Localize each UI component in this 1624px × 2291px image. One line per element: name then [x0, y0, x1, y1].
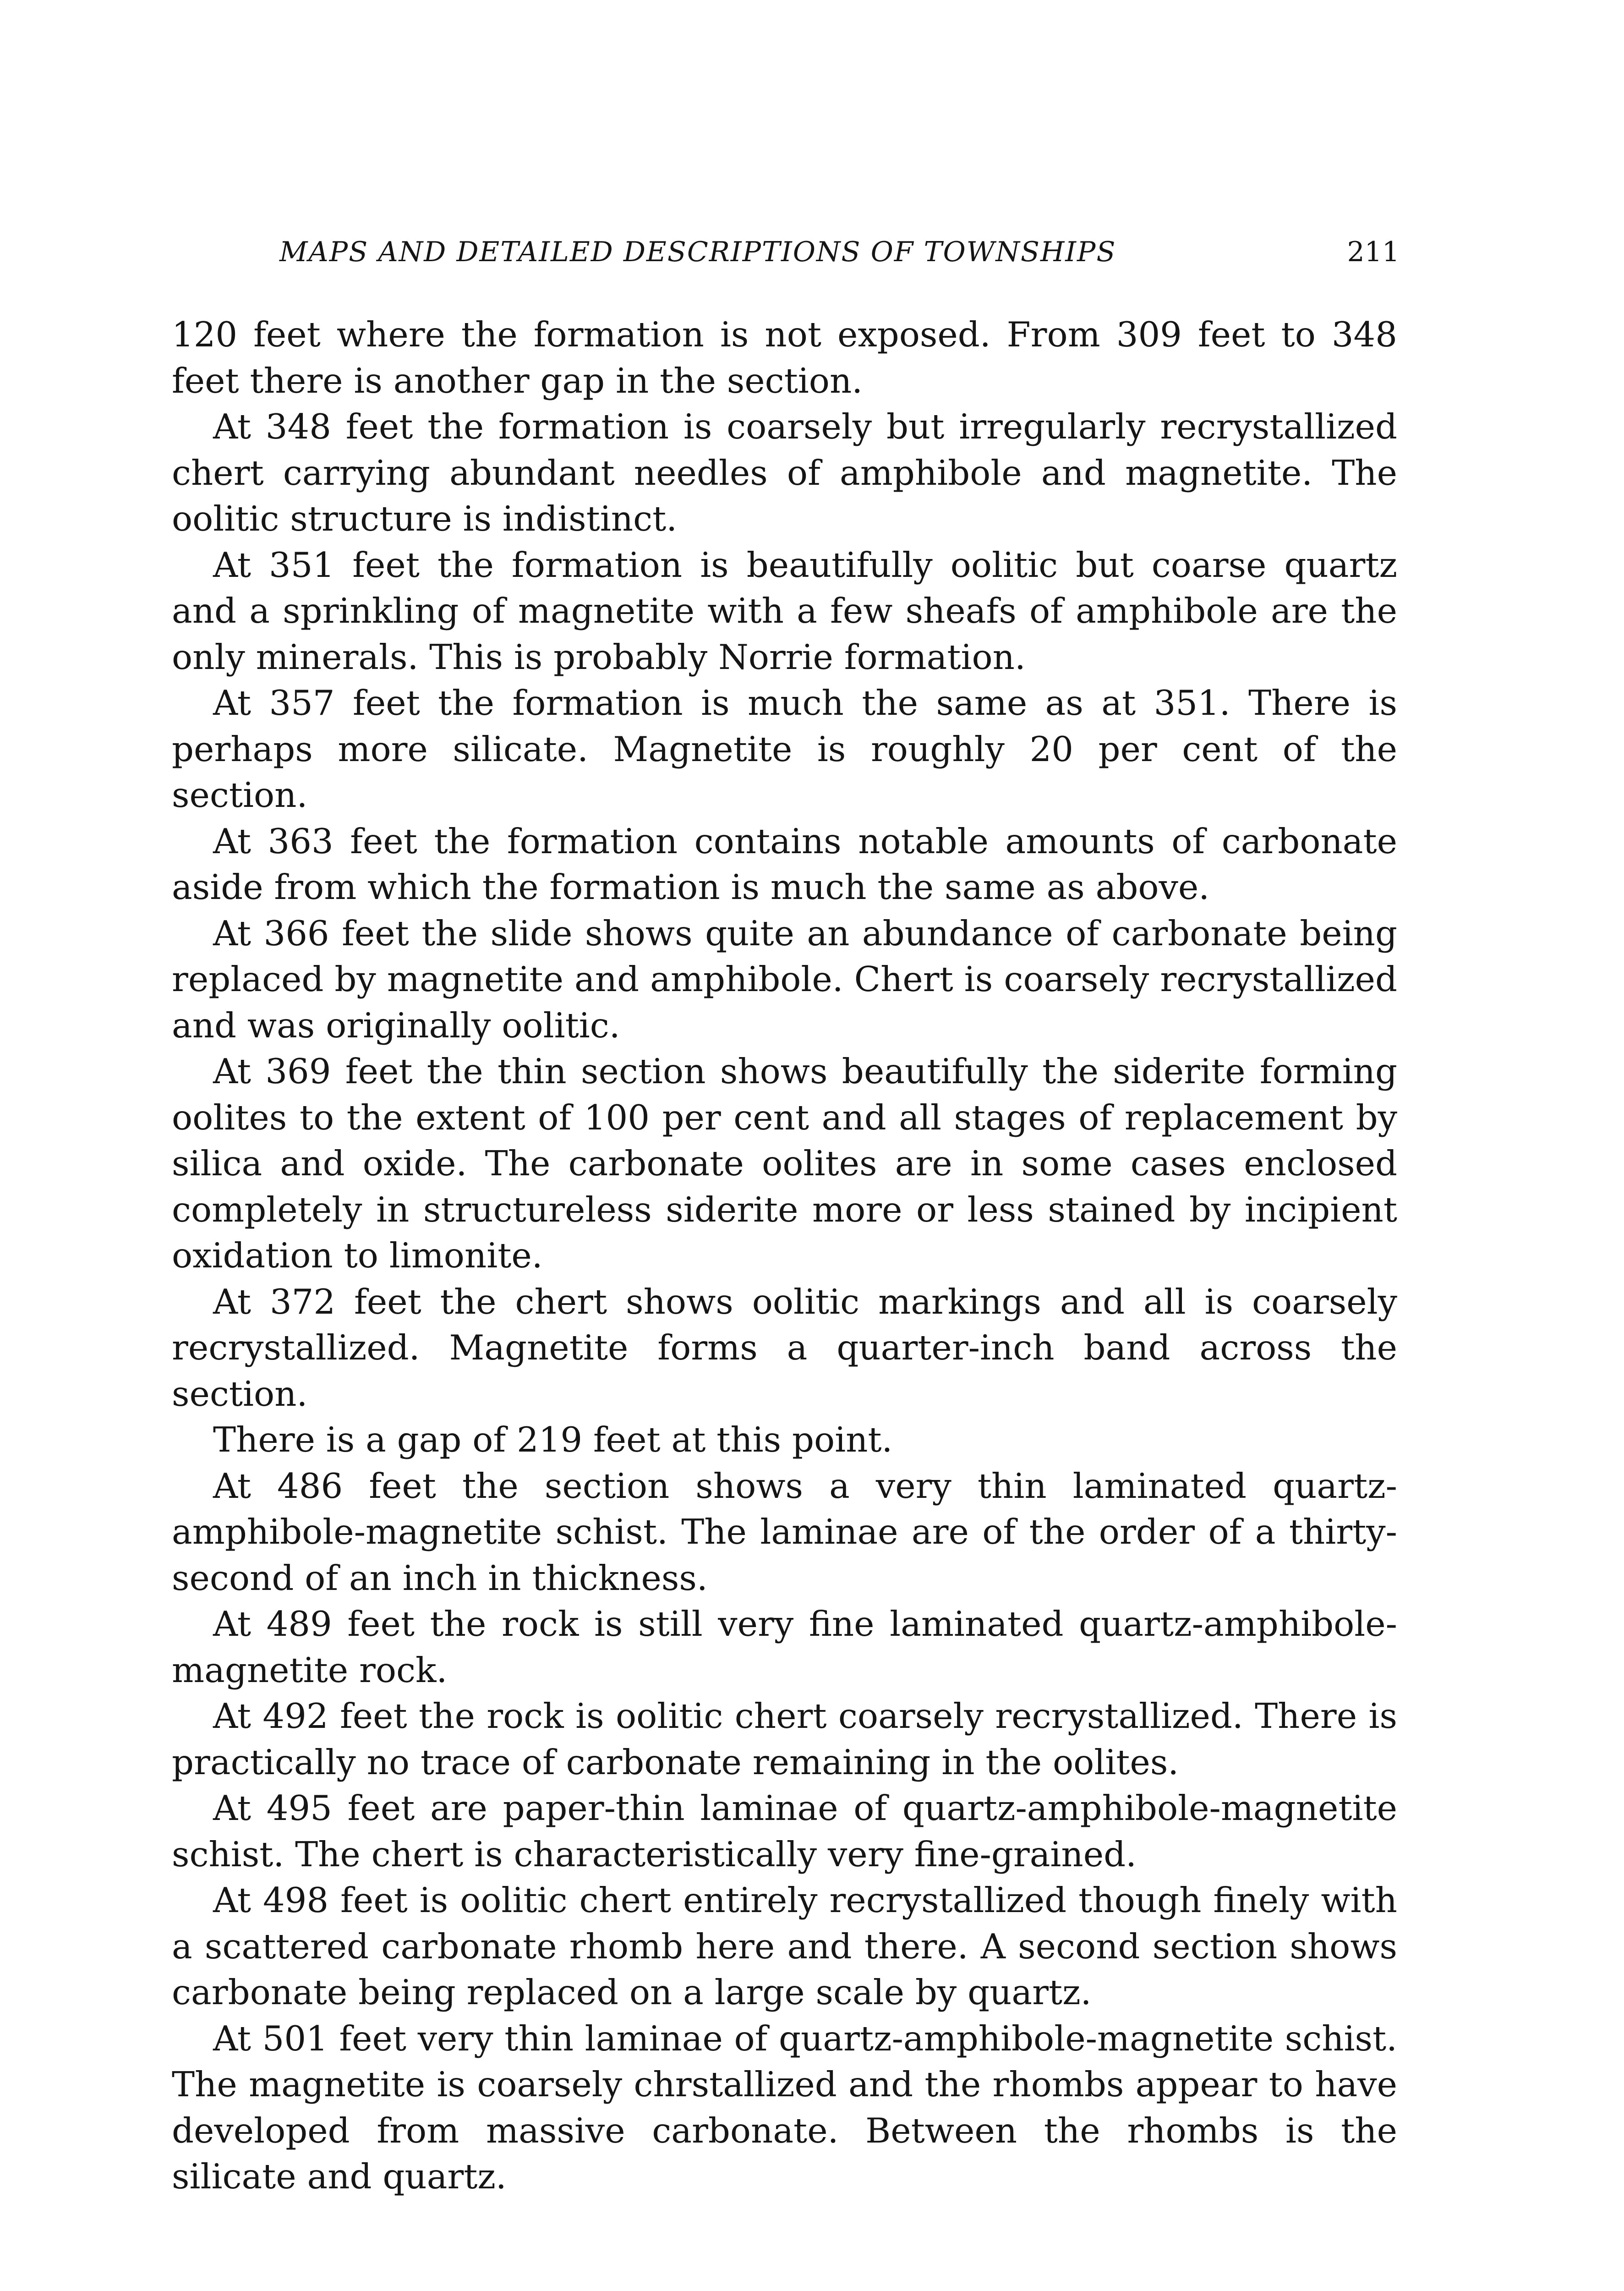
running-title: MAPS AND DETAILED DESCRIPTIONS OF TOWNSHIPS: [279, 236, 1116, 268]
paragraph-489-feet: At 489 feet the rock is still very fine laminated quartz-amphibole-magnetite rock.: [172, 1604, 1397, 1690]
paragraph-357-feet: At 357 feet the formation is much the same as at 351. There is perhaps more silicate. Magnetite is roughly 20 per cent of the section.: [172, 683, 1397, 815]
running-head: [279, 234, 1400, 270]
paragraph-486-feet: At 486 feet the section shows a very thin laminated quartz-amphibole-magnetite schist. The laminae are of the order of a thirty-second of an inch in thickness.: [172, 1465, 1397, 1598]
paragraph-363-feet: At 363 feet the formation contains notable amounts of carbonate aside from which the formation is much the same as above.: [172, 821, 1397, 907]
paragraph-372-feet: At 372 feet the chert shows oolitic markings and all is coarsely recrystallized. Magnetite forms a quarter-inch band across the section.: [172, 1281, 1397, 1414]
paragraph-495-feet: At 495 feet are paper-thin laminae of quartz-amphibole-magnetite schist. The chert is characteristically very fine-grained.: [172, 1788, 1397, 1874]
paragraph-492-feet: At 492 feet the rock is oolitic chert coarsely recrystallized. There is practically no trace of carbonate remaining in the oolites.: [172, 1696, 1397, 1782]
paragraph-501-feet: At 501 feet very thin laminae of quartz-amphibole-magnetite schist. The magnetite is coarsely chrstallized and the rhombs appear to have developed from massive carbonate. Between the rhombs is the silicate and quartz.: [172, 2018, 1397, 2197]
paragraph-348-feet: At 348 feet the formation is coarsely but irregularly recrystallized chert carrying abundant needles of amphibole and magnetite. The oolitic structure is indistinct.: [172, 406, 1397, 539]
paragraph-gap-note: There is a gap of 219 feet at this point.: [213, 1420, 893, 1460]
page-number: 211: [1347, 236, 1400, 268]
paragraph-369-feet: At 369 feet the thin section shows beautifully the siderite forming oolites to the extent of 100 per cent and all stages of replacement by silica and oxide. The carbonate oolites are in some cases enclosed completely in structureless siderite more or less stained by incipient oxidation to limonite.: [172, 1051, 1397, 1276]
paragraph-continued: 120 feet where the formation is not exposed. From 309 feet to 348 feet there is another gap in the section.: [172, 314, 1397, 401]
paragraph-498-feet: At 498 feet is oolitic chert entirely recrystallized though finely with a scattered carbonate rhomb here and there. A second section shows carbonate being replaced on a large scale by quartz.: [172, 1880, 1397, 2012]
paragraph-351-feet: At 351 feet the formation is beautifully oolitic but coarse quartz and a sprinkling of magnetite with a few sheafs of amphibole are the only minerals. This is probably Norrie formation.: [172, 544, 1397, 677]
paragraph-366-feet: At 366 feet the slide shows quite an abundance of carbonate being replaced by magnetite and amphibole. Chert is coarsely recrystallized and was originally oolitic.: [172, 913, 1397, 1046]
body-text: [172, 312, 1397, 2200]
